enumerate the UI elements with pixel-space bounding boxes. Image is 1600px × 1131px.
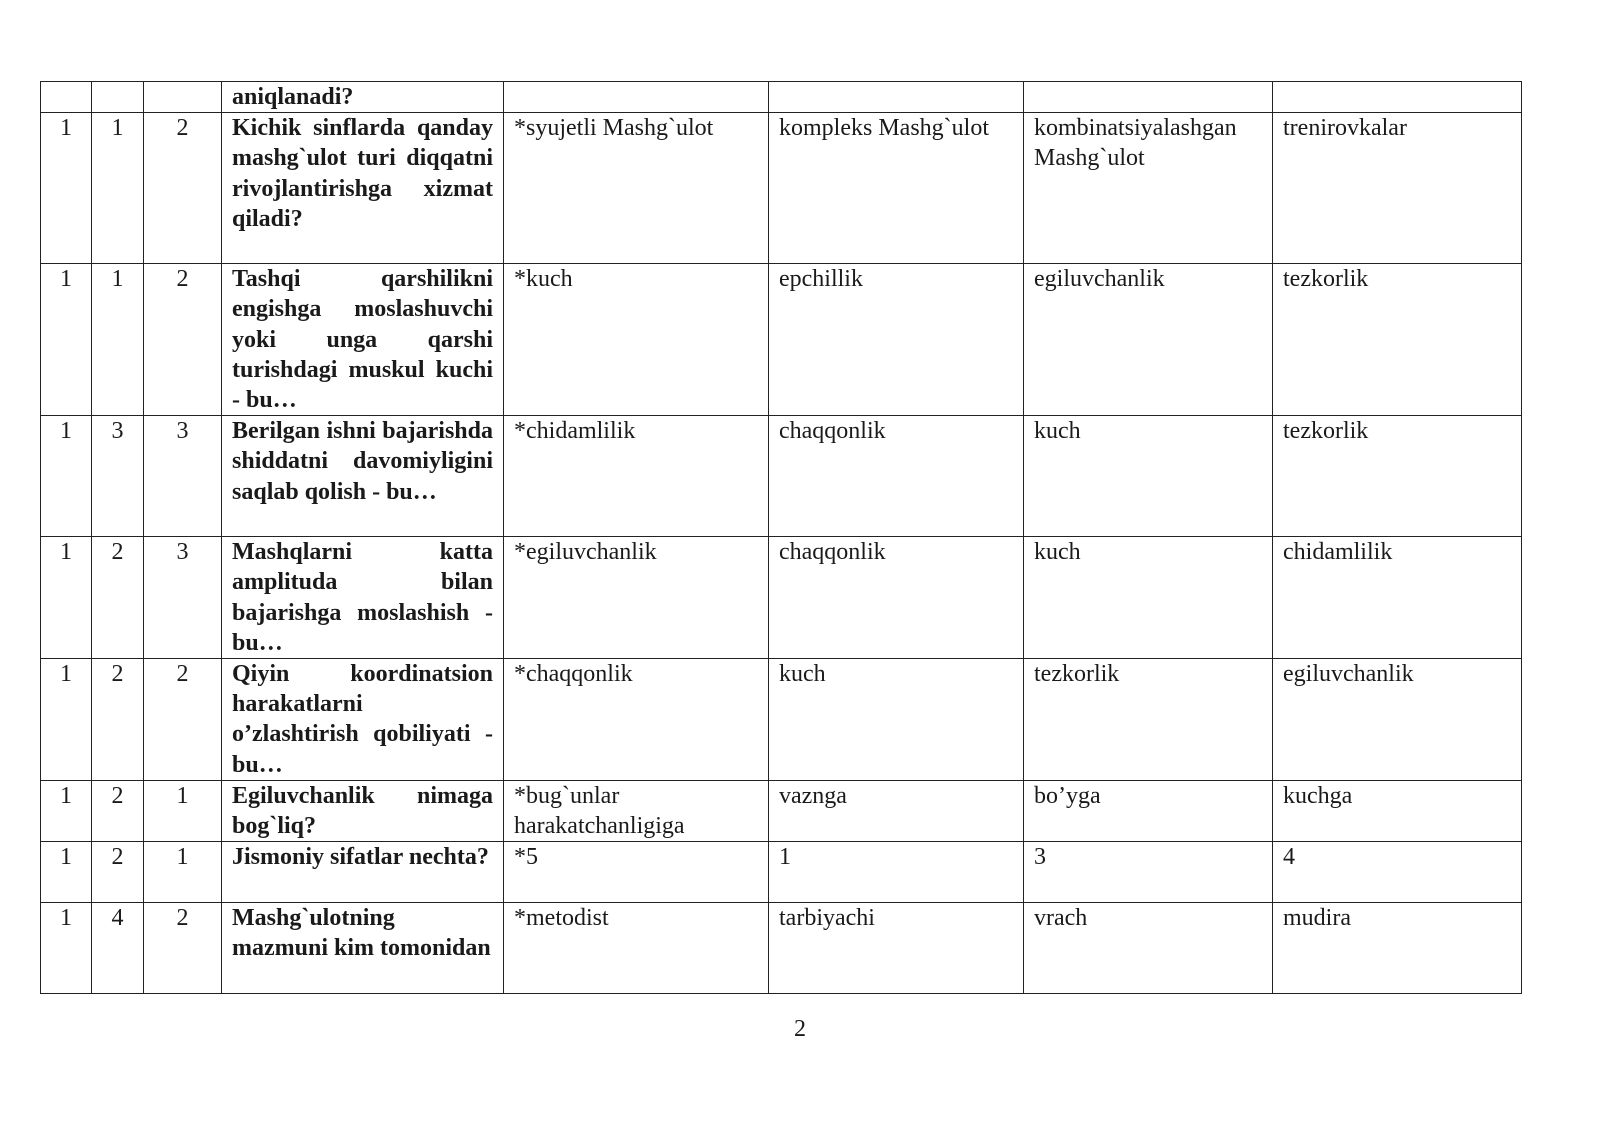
table-row [41,416,1522,537]
cell-option-3 [1024,82,1273,113]
cell-option-3: 3 [1024,842,1273,903]
cell-question: Mashg`ulotning mazmuni kim tomonidan [222,903,504,994]
cell-level: 2 [92,537,144,659]
cell-difficulty: 2 [144,113,222,264]
cell-correct-answer: *chaqqonlik [504,659,769,781]
quiz-table-body [41,82,1522,994]
cell-option-4: mudira [1273,903,1522,994]
cell-option-2: kompleks Mashg`ulot [769,113,1024,264]
page-number: 2 [794,1016,806,1042]
table-row [41,659,1522,781]
cell-block: 1 [41,416,92,537]
cell-correct-answer: *chidamlilik [504,416,769,537]
cell-level: 1 [92,113,144,264]
cell-correct-answer: *kuch [504,264,769,416]
cell-block: 1 [41,659,92,781]
cell-level: 2 [92,780,144,841]
cell-question: Jismoniy sifatlar nechta? [222,842,504,903]
cell-option-3: bo’yga [1024,780,1273,841]
cell-difficulty: 2 [144,659,222,781]
cell-level: 4 [92,903,144,994]
cell-difficulty: 2 [144,903,222,994]
cell-option-3: egiluvchanlik [1024,264,1273,416]
cell-question: Mashqlarni katta amplituda bilan bajarishga moslashish - bu… [222,537,504,659]
table-row [41,537,1522,659]
cell-option-4: 4 [1273,842,1522,903]
cell-option-3: tezkorlik [1024,659,1273,781]
cell-question: Tashqi qarshilikni engishga moslashuvchi yoki unga qarshi turishdagi muskul kuchi - bu… [222,264,504,416]
cell-option-2: epchillik [769,264,1024,416]
table-row [41,264,1522,416]
cell-question: Egiluvchanlik nimaga bog`liq? [222,780,504,841]
cell-option-3: kuch [1024,537,1273,659]
cell-correct-answer: *5 [504,842,769,903]
cell-option-4: chidamlilik [1273,537,1522,659]
cell-difficulty [144,82,222,113]
table-row [41,903,1522,994]
cell-difficulty: 1 [144,780,222,841]
cell-option-3: kuch [1024,416,1273,537]
cell-level: 2 [92,842,144,903]
cell-option-4: trenirovkalar [1273,113,1522,264]
cell-level: 1 [92,264,144,416]
cell-correct-answer: *egiluvchanlik [504,537,769,659]
cell-difficulty: 2 [144,264,222,416]
cell-block: 1 [41,903,92,994]
cell-question: Berilgan ishni bajarishda shiddatni davomiyligini saqlab qolish - bu… [222,416,504,537]
cell-option-3: vrach [1024,903,1273,994]
cell-option-2 [769,82,1024,113]
cell-option-2: tarbiyachi [769,903,1024,994]
cell-option-4: egiluvchanlik [1273,659,1522,781]
table-row [41,842,1522,903]
table-row [41,82,1522,113]
cell-option-3: kombinatsiyalashgan Mashg`ulot [1024,113,1273,264]
cell-block: 1 [41,113,92,264]
cell-difficulty: 3 [144,537,222,659]
cell-question: aniqlanadi? [222,82,504,113]
cell-option-2: vaznga [769,780,1024,841]
cell-block: 1 [41,264,92,416]
cell-level: 2 [92,659,144,781]
cell-correct-answer: *syujetli Mashg`ulot [504,113,769,264]
cell-option-4: tezkorlik [1273,264,1522,416]
cell-block: 1 [41,537,92,659]
cell-block: 1 [41,842,92,903]
cell-difficulty: 3 [144,416,222,537]
cell-block: 1 [41,780,92,841]
cell-level [92,82,144,113]
cell-option-2: chaqqonlik [769,537,1024,659]
cell-question: Qiyin koordinatsion harakatlarni o’zlashtirish qobiliyati - bu… [222,659,504,781]
cell-option-4 [1273,82,1522,113]
cell-question: Kichik sinflarda qanday mashg`ulot turi diqqatni rivojlantirishga xizmat qiladi? [222,113,504,264]
cell-option-2: kuch [769,659,1024,781]
quiz-table [40,81,1522,994]
cell-option-4: kuchga [1273,780,1522,841]
table-row [41,780,1522,841]
cell-difficulty: 1 [144,842,222,903]
cell-correct-answer: *metodist [504,903,769,994]
cell-block [41,82,92,113]
cell-correct-answer [504,82,769,113]
cell-option-2: chaqqonlik [769,416,1024,537]
cell-option-2: 1 [769,842,1024,903]
table-row [41,113,1522,264]
cell-option-4: tezkorlik [1273,416,1522,537]
cell-correct-answer: *bug`unlar harakatchanligiga [504,780,769,841]
cell-level: 3 [92,416,144,537]
